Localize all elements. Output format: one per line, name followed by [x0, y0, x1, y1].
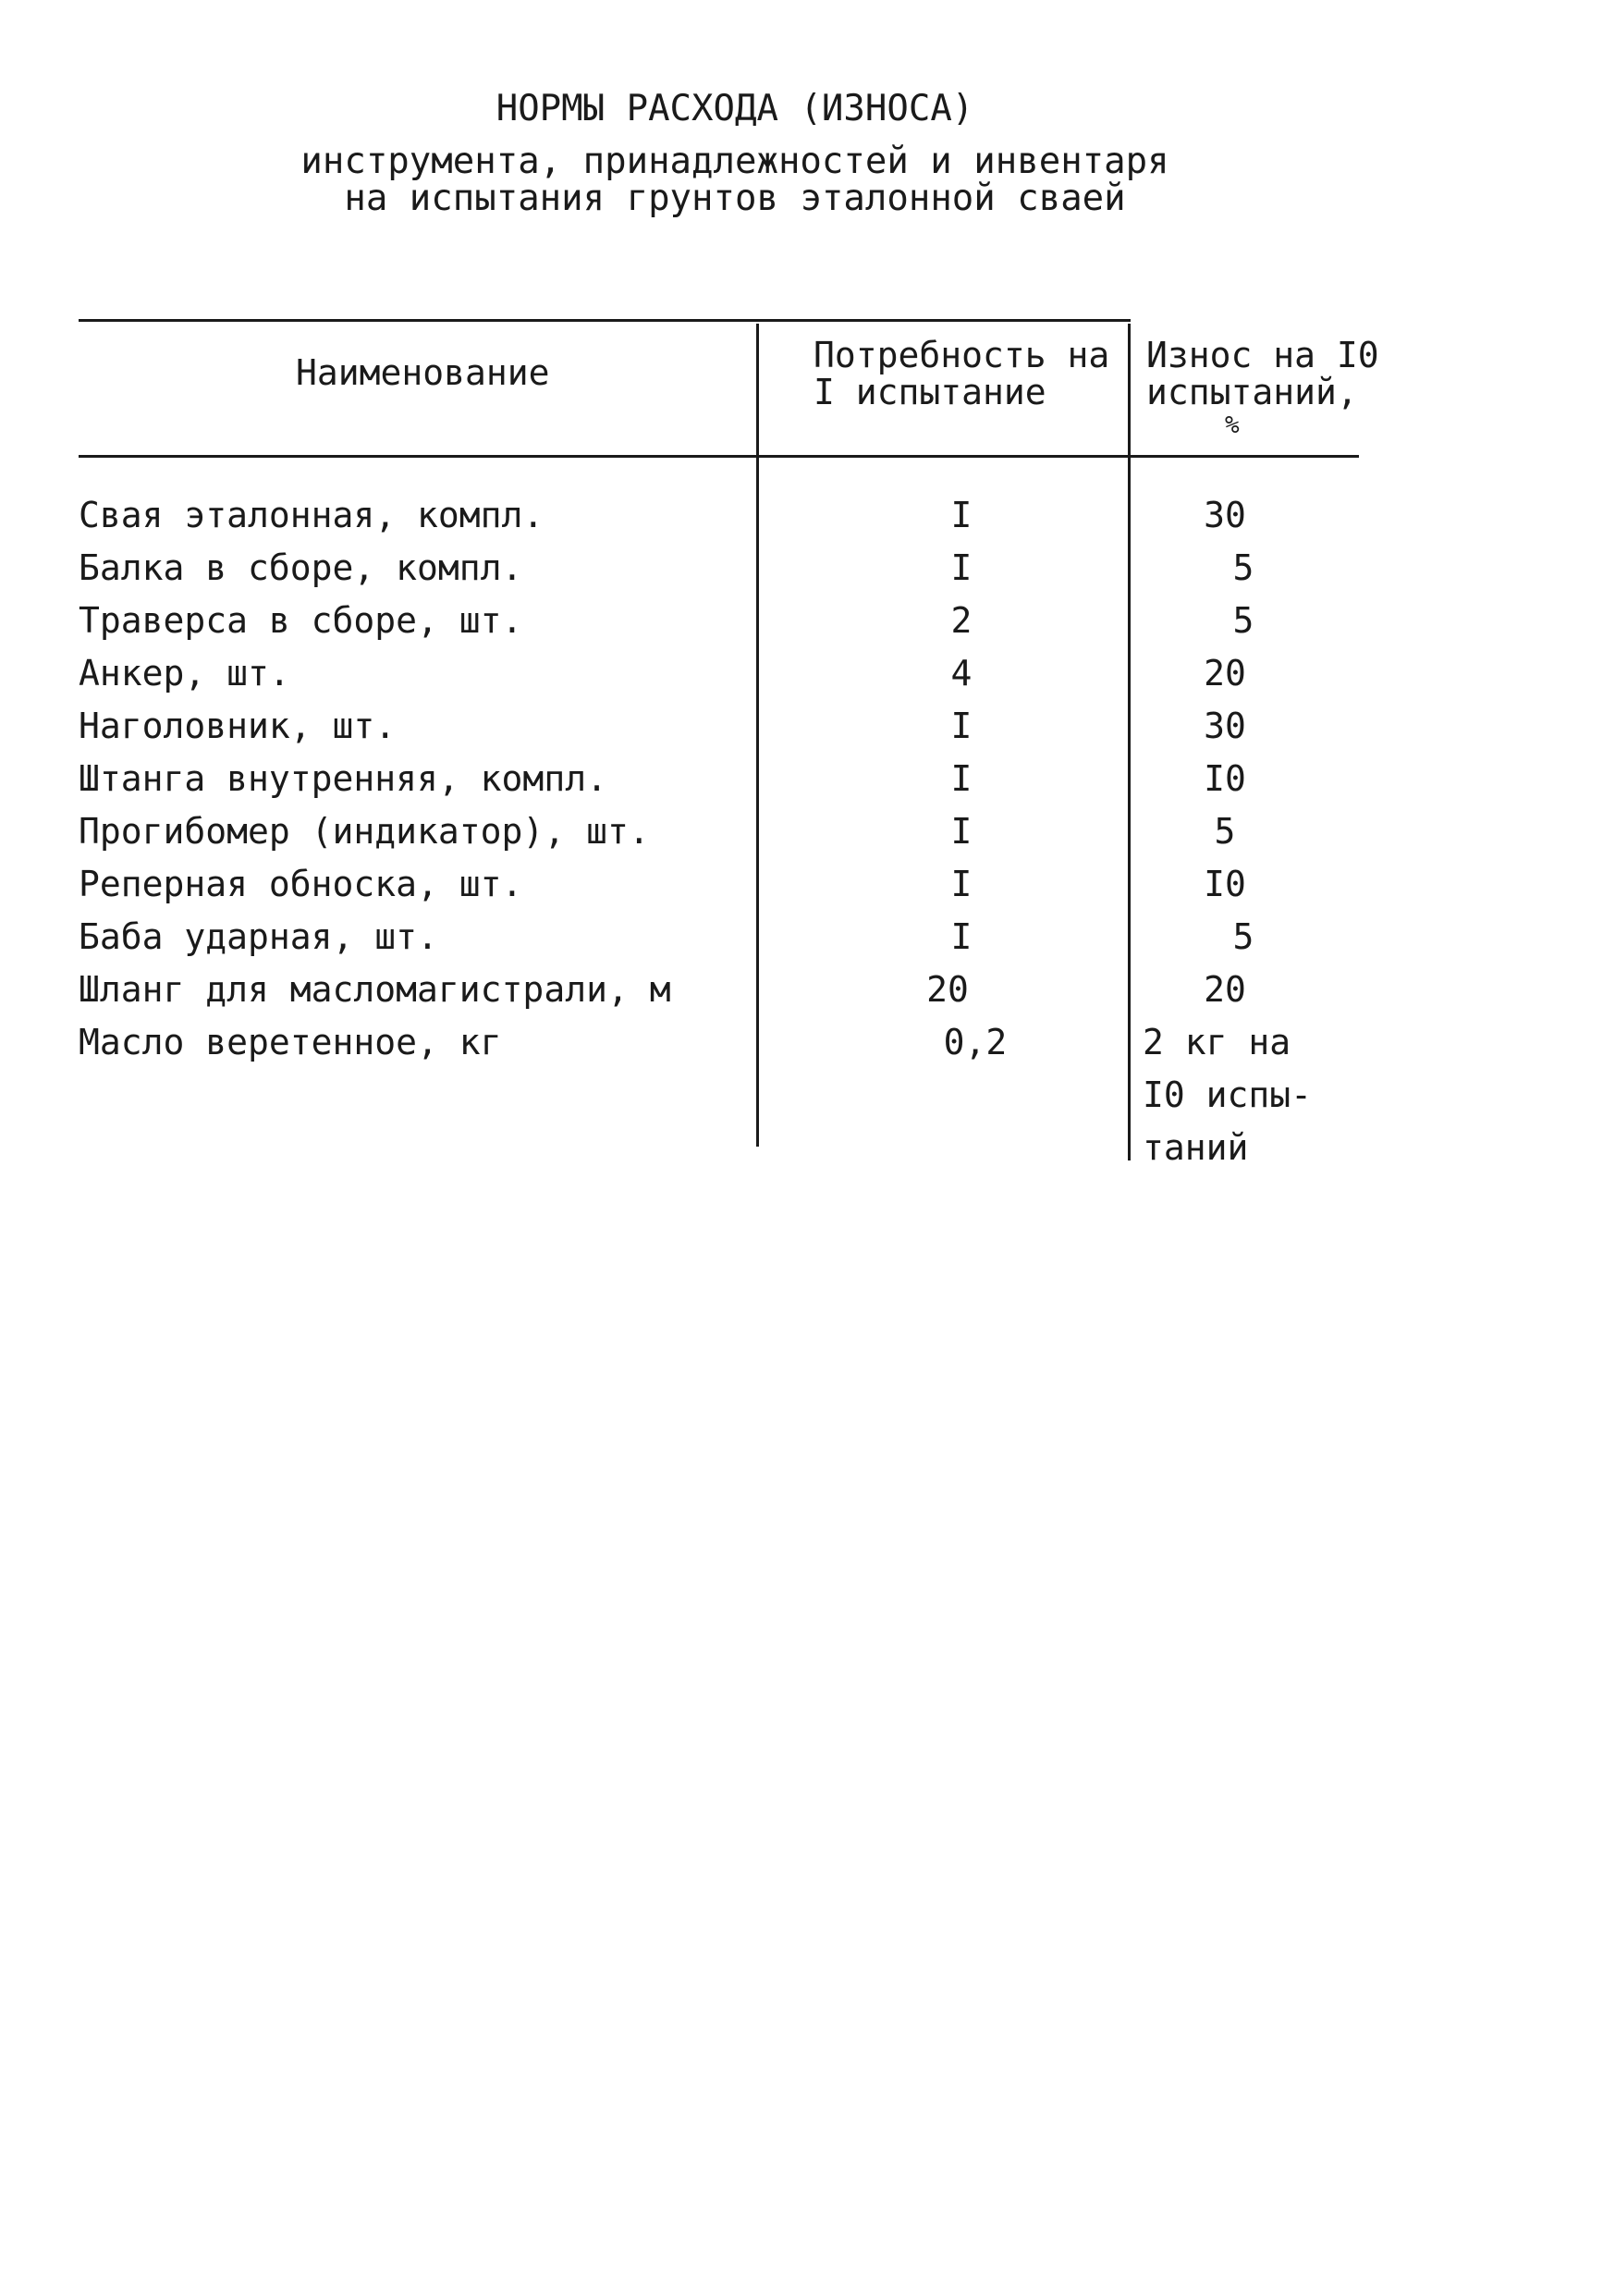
table-top-rule	[79, 319, 1131, 322]
table-column-divider-2	[1128, 324, 1131, 1160]
header-name: Наименование	[296, 352, 550, 393]
row-5-name: Наголовник, шт.	[79, 706, 397, 746]
header-need-line2: I испытание	[814, 372, 1046, 412]
row-6-need: I	[950, 758, 973, 799]
row-4-name: Анкер, шт.	[79, 653, 290, 694]
header-need-line1: Потребность на	[814, 335, 1110, 375]
header-wear-unit: %	[1225, 411, 1240, 439]
row-9-need: I	[950, 916, 973, 957]
row-8-name: Реперная обноска, шт.	[79, 864, 523, 904]
document-subtitle-line2: на испытания грунтов эталонной сваей	[344, 178, 1126, 219]
document-title: НОРМЫ РАСХОДА (ИЗНОСА)	[496, 88, 974, 129]
document-subtitle-line1: инструмента, принадлежностей и инвентаря	[300, 141, 1169, 182]
row-10-need: 20	[926, 969, 969, 1010]
row-8-need: I	[950, 864, 973, 904]
row-5-wear: 30	[1204, 706, 1246, 746]
header-wear-line2: испытаний,	[1146, 372, 1358, 412]
row-11-wear-line2: I0 испы-	[1143, 1074, 1313, 1115]
row-7-wear: 5	[1214, 811, 1236, 852]
row-9-wear: 5	[1232, 916, 1254, 957]
row-11-name: Масло веретенное, кг	[79, 1022, 502, 1062]
row-7-name: Прогибомер (индикатор), шт.	[79, 811, 650, 852]
row-6-name: Штанга внутренняя, компл.	[79, 758, 607, 799]
row-3-need: 2	[950, 600, 973, 641]
row-5-need: I	[950, 706, 973, 746]
row-1-need: I	[950, 495, 973, 535]
row-2-wear: 5	[1232, 547, 1254, 588]
row-4-wear: 20	[1204, 653, 1246, 694]
row-9-name: Баба ударная, шт.	[79, 916, 438, 957]
row-11-wear-line1: 2 кг на	[1143, 1022, 1291, 1062]
row-10-name: Шланг для масломагистрали, м	[79, 969, 671, 1010]
row-3-wear: 5	[1232, 600, 1254, 641]
row-10-wear: 20	[1204, 969, 1246, 1010]
row-2-name: Балка в сборе, компл.	[79, 547, 523, 588]
row-2-need: I	[950, 547, 973, 588]
table-header-rule	[79, 455, 1359, 458]
row-11-wear-line3: таний	[1143, 1127, 1249, 1168]
table-column-divider-1	[756, 324, 759, 1147]
row-3-name: Траверса в сборе, шт.	[79, 600, 523, 641]
row-1-wear: 30	[1204, 495, 1246, 535]
row-8-wear: I0	[1204, 864, 1246, 904]
row-1-name: Свая эталонная, компл.	[79, 495, 544, 535]
row-11-need: 0,2	[943, 1022, 1008, 1062]
row-6-wear: I0	[1204, 758, 1246, 799]
row-7-need: I	[950, 811, 973, 852]
row-4-need: 4	[950, 653, 973, 694]
header-wear-line1: Износ на I0	[1146, 335, 1379, 375]
